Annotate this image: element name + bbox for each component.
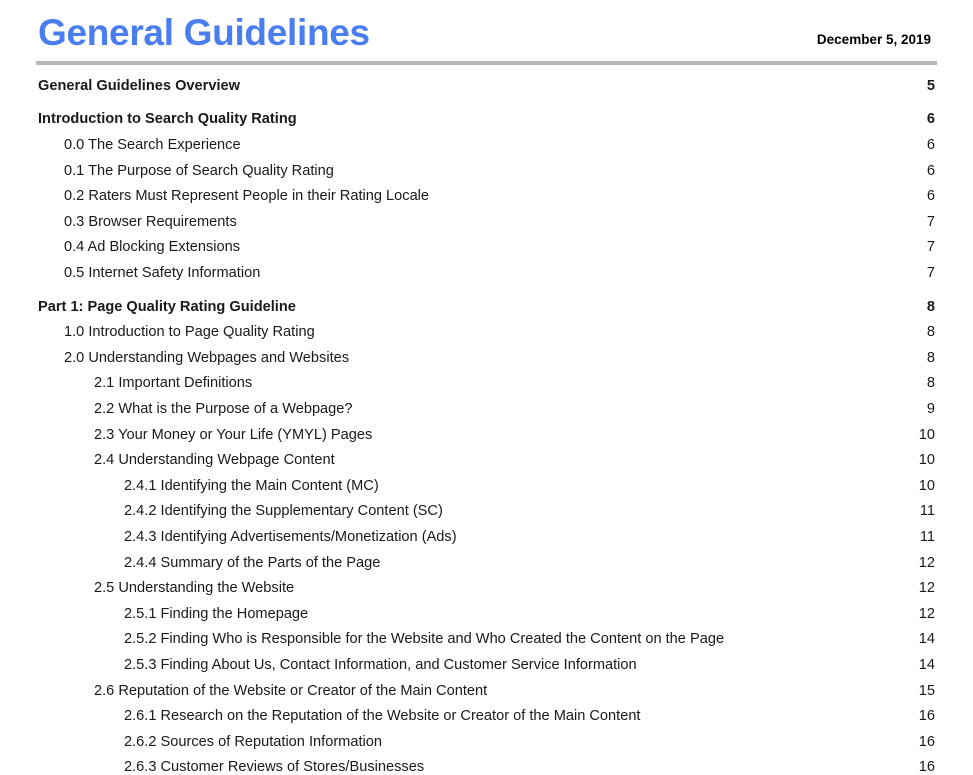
toc-entry-label: 2.5 Understanding the Website <box>94 581 295 596</box>
toc-entry-page-number: 8 <box>926 298 935 315</box>
toc-entry-label: 2.6.1 Research on the Reputation of the Website or Creator of the Main Content <box>124 709 641 724</box>
toc-entry-page-number: 14 <box>918 656 935 673</box>
toc-entry-page-number: 6 <box>926 137 935 154</box>
toc-entry-page-number: 16 <box>918 759 935 775</box>
toc-entry[interactable] <box>36 79 935 94</box>
toc-entry[interactable] <box>36 735 935 750</box>
toc-entry-label: 0.2 Raters Must Represent People in their Rating Locale <box>64 189 430 204</box>
toc-entry-page-number: 7 <box>926 239 935 256</box>
toc-entry-page-number: 6 <box>926 162 935 179</box>
toc-entry[interactable] <box>36 402 935 417</box>
toc-entry-label: 1.0 Introduction to Page Quality Rating <box>64 325 315 340</box>
toc-entry-page-number: 7 <box>926 213 935 230</box>
toc-entry[interactable] <box>36 325 935 340</box>
toc-entry[interactable] <box>36 530 935 545</box>
toc-entry[interactable] <box>36 709 935 724</box>
toc-entry-page-number: 16 <box>918 733 935 750</box>
toc-entry[interactable] <box>36 556 935 571</box>
toc-entry-page-number: 11 <box>919 503 935 520</box>
header-divider <box>36 61 937 65</box>
toc-entry-label: 2.4.4 Summary of the Parts of the Page <box>124 555 381 571</box>
table-of-contents <box>32 79 941 775</box>
toc-entry[interactable] <box>36 607 935 622</box>
toc-entry-label: 2.4.1 Identifying the Main Content (MC) <box>124 478 379 494</box>
toc-entry[interactable] <box>36 351 935 366</box>
toc-entry-label: 2.0 Understanding Webpages and Websites <box>64 350 350 366</box>
toc-entry-page-number: 10 <box>918 477 935 494</box>
toc-entry-page-number: 14 <box>918 631 935 648</box>
toc-entry-label: 2.6.3 Customer Reviews of Stores/Businesses <box>124 760 425 775</box>
toc-entry-page-number: 10 <box>918 452 935 469</box>
toc-entry-page-number: 12 <box>918 580 935 597</box>
toc-entry-page-number: 5 <box>926 77 935 94</box>
toc-entry[interactable] <box>36 658 935 673</box>
toc-entry-page-number: 12 <box>918 554 935 571</box>
toc-entry-page-number: 7 <box>926 265 935 281</box>
toc-entry[interactable] <box>36 684 935 699</box>
toc-entry-page-number: 10 <box>918 426 935 443</box>
toc-entry-page-number: 16 <box>918 708 935 725</box>
toc-entry-label: 2.4.3 Identifying Advertisements/Monetization (Ads) <box>124 529 457 545</box>
toc-entry-label: 2.5.3 Finding About Us, Contact Information, and Customer Service Information <box>124 657 637 673</box>
toc-entry-label: 2.6.2 Sources of Reputation Information <box>124 734 382 750</box>
toc-entry-page-number: 12 <box>918 605 935 622</box>
toc-entry[interactable] <box>36 479 935 494</box>
toc-entry-label: 0.0 The Search Experience <box>64 138 241 153</box>
toc-entry[interactable] <box>36 453 935 468</box>
toc-entry[interactable] <box>36 266 935 281</box>
toc-entry-label: 0.5 Internet Safety Information <box>64 266 261 281</box>
toc-entry[interactable] <box>36 504 935 519</box>
toc-entry[interactable] <box>36 164 935 179</box>
toc-entry-label: Introduction to Search Quality Rating <box>38 112 297 128</box>
toc-entry-label: 0.4 Ad Blocking Extensions <box>64 240 241 255</box>
toc-entry-page-number: 15 <box>918 682 935 699</box>
toc-entry-page-number: 6 <box>926 188 935 205</box>
toc-entry-label: 0.1 The Purpose of Search Quality Rating <box>64 163 334 179</box>
toc-entry-label: 2.1 Important Definitions <box>94 376 253 391</box>
page-title: General Guidelines <box>38 12 370 53</box>
toc-entry[interactable] <box>36 215 935 230</box>
toc-entry-page-number: 11 <box>919 528 935 545</box>
toc-entry-label: 2.4 Understanding Webpage Content <box>94 453 335 468</box>
document-date: December 5, 2019 <box>816 31 931 47</box>
toc-entry-page-number: 8 <box>926 375 935 392</box>
toc-entry[interactable] <box>36 240 935 255</box>
toc-entry-page-number: 9 <box>926 400 935 417</box>
toc-entry-page-number: 8 <box>926 324 935 341</box>
toc-entry-page-number: 8 <box>926 349 935 366</box>
document-header <box>32 0 941 59</box>
toc-entry[interactable] <box>36 428 935 443</box>
toc-entry-label: 2.3 Your Money or Your Life (YMYL) Pages <box>94 427 373 443</box>
toc-entry-label: 0.3 Browser Requirements <box>64 214 237 230</box>
toc-entry[interactable] <box>36 112 935 127</box>
toc-entry-label: Part 1: Page Quality Rating Guideline <box>38 299 296 315</box>
toc-entry-label: 2.4.2 Identifying the Supplementary Content (SC) <box>124 504 443 519</box>
toc-entry[interactable] <box>36 760 935 775</box>
toc-entry[interactable] <box>36 300 935 315</box>
toc-entry-label: 2.5.1 Finding the Homepage <box>124 606 309 622</box>
toc-entry[interactable] <box>36 376 935 391</box>
toc-entry-page-number: 6 <box>926 111 935 128</box>
toc-entry-label: General Guidelines Overview <box>38 78 240 94</box>
toc-entry[interactable] <box>36 632 935 647</box>
toc-entry-label: 2.2 What is the Purpose of a Webpage? <box>94 401 353 417</box>
toc-entry[interactable] <box>36 581 935 596</box>
toc-entry-label: 2.5.2 Finding Who is Responsible for the Website and Who Created the Content on the Page <box>124 632 725 647</box>
toc-entry[interactable] <box>36 189 935 204</box>
toc-entry-label: 2.6 Reputation of the Website or Creator of the Main Content <box>94 683 488 699</box>
toc-entry[interactable] <box>36 138 935 153</box>
